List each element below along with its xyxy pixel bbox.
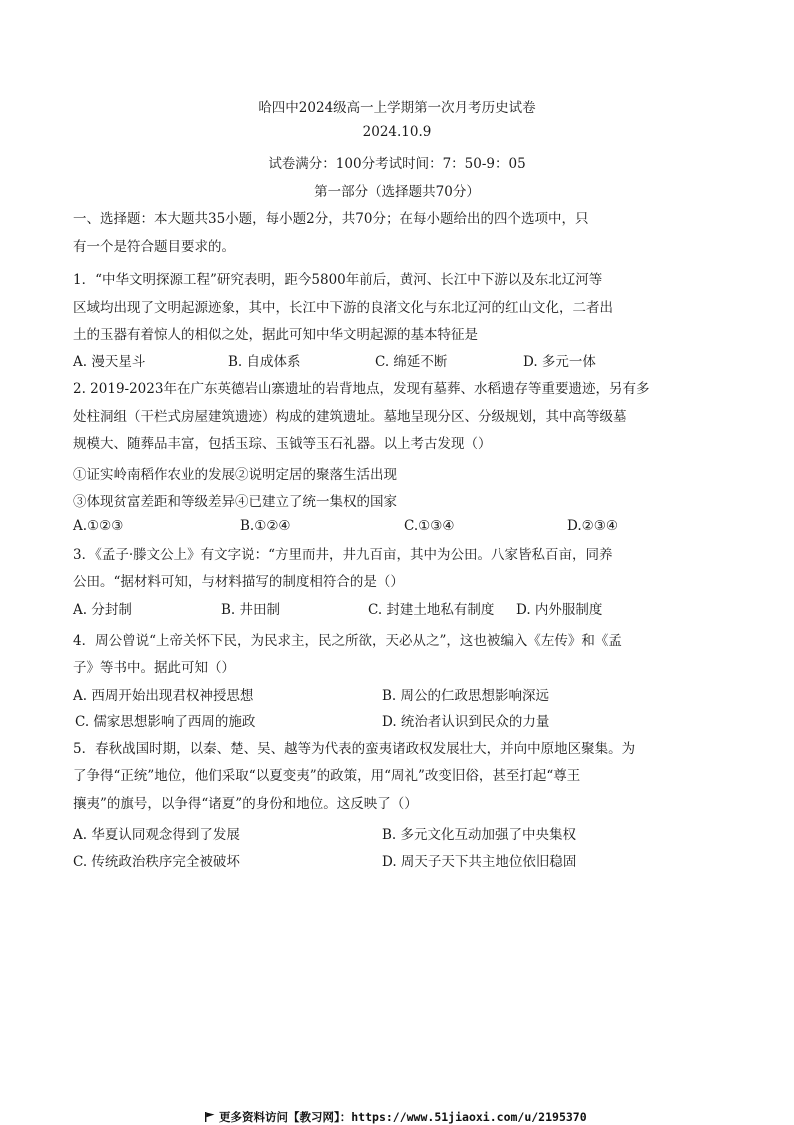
- question-1-line-3: 土的玉器有着惊人的相似之处，据此可知中华文明起源的基本特征是: [73, 327, 478, 343]
- footer-text: 更多资料访问【教习网】：https://www.51jiaoxi.com/u/2195370: [219, 1110, 587, 1124]
- question-4-option-c: C. 儒家思想影响了西周的施政: [75, 714, 256, 730]
- instructions-line-2: 有一个是符合题目要求的。: [73, 239, 235, 255]
- question-5-option-c: C. 传统政治秩序完全被破坏: [73, 854, 240, 870]
- question-3-line-2: 公田。“据材料可知，与材料描写的制度相符合的是（）: [73, 574, 404, 590]
- question-2-option-d: D.②③④: [567, 518, 618, 534]
- question-3-option-c: C. 封建土地私有制度: [368, 602, 495, 618]
- instructions-line-1: 一、选择题：本大题共35小题，每小题2分，共70分；在每小题给出的四个选项中，只: [73, 211, 589, 227]
- question-2-statements-1: ①证实岭南稻作农业的发展②说明定居的聚落生活出现: [73, 467, 397, 483]
- question-5-line-2: 了争得“正统”地位，他们采取“以夏变夷”的政策，用“周礼”改变旧俗，甚至打起“尊王: [73, 768, 581, 784]
- question-4-line-2: 子》等书中。据此可知（）: [73, 660, 235, 676]
- footer-link[interactable]: [205, 1109, 587, 1125]
- question-2-option-a: A.①②③: [73, 518, 124, 534]
- question-1-line-2: 区域均出现了文明起源迹象，其中，长江中下游的良渚文化与东北辽河的红山文化，二者出: [73, 300, 613, 316]
- question-5-line-3: 攘夷”的旗号，以争得“诸夏”的身份和地位。这反映了（）: [73, 796, 418, 812]
- question-1-option-a: A. 漫天星斗: [73, 354, 146, 370]
- question-4-option-d: D. 统治者认识到民众的力量: [382, 714, 550, 730]
- question-1-option-b: B. 自成体系: [228, 354, 301, 370]
- question-2-option-b: B.①②④: [240, 518, 291, 534]
- question-4-option-b: B. 周公的仁政思想影响深远: [382, 688, 550, 704]
- question-4-option-a: A. 西周开始出现君权神授思想: [73, 688, 254, 704]
- question-4-line-1: 4．周公曾说“上帝关怀下民，为民求主，民之所欲，天必从之”，这也被编入《左传》和《孟: [73, 633, 622, 649]
- question-2-line-1: 2. 2019-2023年在广东英德岩山寨遗址的岩背地点，发现有墓葬、水稻遗存等重要遗迹，另有多: [73, 381, 650, 397]
- part-heading: 第一部分（选择题共70分）: [314, 184, 480, 200]
- exam-title: 哈四中2024级高一上学期第一次月考历史试卷: [258, 100, 536, 116]
- question-5-option-b: B. 多元文化互动加强了中央集权: [382, 827, 577, 843]
- exam-date: 2024.10.9: [362, 124, 432, 140]
- question-2-line-2: 处柱洞组（干栏式房屋建筑遗迹）构成的建筑遗址。墓地呈现分区、分级规划，其中高等级墓: [73, 409, 627, 425]
- question-1-option-c: C. 绵延不断: [375, 354, 448, 370]
- question-2-statements-2: ③体现贫富差距和等级差异④已建立了统一集权的国家: [73, 494, 397, 510]
- exam-score-time: 试卷满分：100分考试时间：7：50-9：05: [268, 156, 526, 172]
- question-2-option-c: C.①③④: [404, 518, 455, 534]
- question-5-option-a: A. 华夏认同观念得到了发展: [73, 827, 240, 843]
- question-1-option-d: D. 多元一体: [523, 354, 596, 370]
- question-3-line-1: 3．《孟子·滕文公上》有文字说：“方里而井，井九百亩，其中为公田。八家皆私百亩，同养: [73, 547, 613, 563]
- question-3-option-a: A. 分封制: [73, 602, 132, 618]
- question-1-line-1: 1．“中华文明探源工程”研究表明，距今5800年前后，黄河、长江中下游以及东北辽河等: [73, 272, 603, 288]
- question-3-option-b: B. 井田制: [221, 602, 281, 618]
- question-5-line-1: 5．春秋战国时期，以秦、楚、吴、越等为代表的蛮夷诸政权发展壮大，并向中原地区聚集。为: [73, 741, 636, 757]
- question-2-line-3: 规模大、随葬品丰富，包括玉琮、玉钺等玉石礼器。以上考古发现（）: [73, 436, 492, 452]
- question-3-option-d: D. 内外服制度: [516, 602, 603, 618]
- question-5-option-d: D. 周天子天下共主地位依旧稳固: [382, 854, 577, 870]
- flag-icon: [205, 1111, 215, 1121]
